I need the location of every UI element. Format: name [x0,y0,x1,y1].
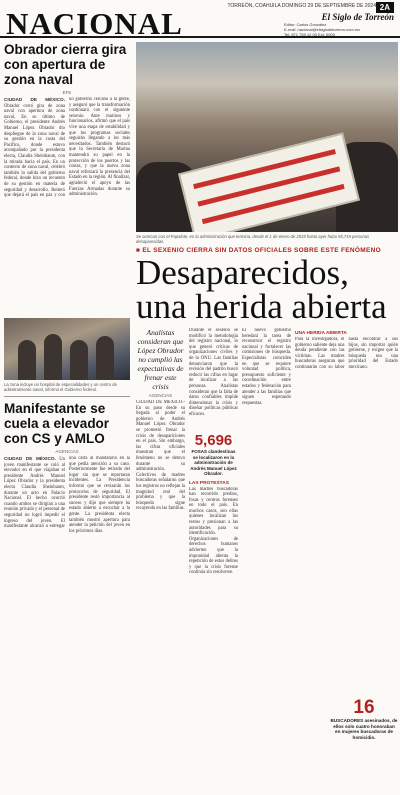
protest-banner [178,132,360,232]
page-number: 2A [376,2,394,13]
main-col-1: Analistas consideran que López Obrador no cumplió las expectativas de frenar este crisis AGENCIAS CIUDAD DE MÉXICO.- En su paso desde su llegada al poder el gobierno de Andrés Manuel López Obrador se prometió frenar la crisis de desapariciones en el país. Sin embargo, las cifras oficiales muestran que el fenómeno no se detuvo durante su administración. Colectivos de madres buscadoras señalaron que los registros no reflejan la magnitud real del problema y que la búsqueda sigue recayendo en las familias. [136,328,185,512]
section-title: NACIONAL [6,6,183,41]
fosas-stat: 5,696 FOSAS clandestinas se localizaron en la administración de Andrés Manuel López Obrador. [190,432,237,476]
main-col-2: Durante el sexenio se modificó la metodología del registro nacional, lo que generó críticas de organizaciones civiles y de la ONU. Las familias denunciaron que la revisión del padrón buscó reducir las cifras en lugar de localizar a las personas. Analistas consideran que la falta de datos confiables impide dimensionar la crisis y diseñar políticas públicas eficaces. 5,696 FOSAS clandestinas se localizaron en la administración de Andrés Manuel López Obrador. LAS PROTESTAS Las madres buscadoras han recorrido predios, fosas y centros forenses en todo el país. En muchos casos, son ellas quienes localizan los restos y presionan a las autoridades para su identificación. Organizaciones de derechos humanos advierten que la impunidad alienta la repetición de estos delitos y que la crisis forense continúa sin resolverse. [189,328,238,576]
dateline: TORREÓN, COAHUILA DOMINGO 29 DE SEPTIEMBRE DE 2024 [227,3,376,9]
left-column [4,42,130,792]
subhead-protestas: LAS PROTESTAS [189,480,229,486]
subhead-herida: UNA HERIDA ABIERTA [295,331,347,336]
photo-caption: La zona incluye un hospital de especialidades y un centro de adiestramiento naval, informó el Gobierno federal. [4,382,117,392]
pull-quote: Analistas consideran que López Obrador no cumplió las expectativas de frenar este crisis [137,328,184,391]
story-body-obrador: CIUDAD DE MÉXICO. Obrador cerró gira de zona naval con apertura de zona naval, En su último de Gobierno, el presidente Andrés Manuel López Obrador dio despliegue de la zona naval de su gestión en la costa del Pacífico, donde estuvo acompañado por la presidenta electa, Claudia Sheinbaum, con la mirada hacia el país. En un contexto de zona naval, celebró también la salida del gobierno federal, donde hizo un recuento de su gestión en materia de seguridad y desarrollo. Reiteró que dejará el país en paz y con un gobierno cercano a la gente, y aseguró que la transformación continuará con el siguiente sexenio. Ante marinos y funcionarios, afirmó que el país vive una etapa de estabilidad y que los programas sociales seguirán llegando a los más necesitados. También destacó que la Secretaría de Marina mantendrá su papel en la protección de los puertos y las costas, y que la nueva zona naval reforzará la presencia del Estado en la región. Al finalizar, agradeció el apoyo de las Fuerzas Armadas durante su administración. [4,97,130,199]
main-col-4: UNA HERIDA ABIERTA Para la investigadora, el gobierno saliente deja una deuda pendiente con las víctimas. Las madres buscadoras aseguran que continuarán con su labor hasta encontrar a sus hijos, sin importar quién gobierne, y exigen que la búsqueda sea una prioridad del Estado mexicano. [295,331,398,370]
main-photo [136,42,398,232]
main-headline: Desaparecidos, una herida abierta [136,253,387,326]
newspaper-logo: El Siglo de Torreón [321,12,394,22]
main-photo-caption: Se acercan con el Papalote, en la administración que termina, desde el 1 de enero de 2019 hasta ayer hubo 55,719 personas desaparecidas. [136,234,370,244]
divider [4,396,130,397]
buscadores-stat: 16 BUSCADORES asesinados, de ellos solo cuatro honoraban en mujeres buscadoras de homicidio. [330,697,398,740]
right-column [136,42,398,795]
naval-zone-photo [4,318,130,380]
story-headline-obrador: Obrador cierra gira con apertura de zona naval [4,42,127,87]
story-headline-elevador: Manifestante se cuela a elevador con CS y AMLO [4,401,110,446]
kicker: ■ EL SEXENIO CIERRA SIN DATOS OFICIALES SOBRE ESTE FENÓMENO [136,247,381,254]
editor-info: Editor: Carlos González E-mail: nacional@elsiglodetorreon.com.mx Tel: 871 759 12 00 Ext. 0000 [284,22,361,37]
story-agency: EFE [62,90,72,95]
main-story-grid [136,328,398,795]
masthead [0,0,400,41]
main-col-3: El nuevo gobierno heredará la tarea de reconstruir el registro nacional y fortalecer las comisiones de búsqueda. Especialistas coinciden en que se requiere voluntad política, presupuesto suficiente y coordinación entre estados y federación para atender a las familias que siguen esperando respuestas. [242,328,291,406]
story-body-elevador: CIUDAD DE MÉXICO. Un joven manifestante se coló al elevador en el que viajaban el presidente Andrés Manuel López Obrador y la presidenta electa Claudia Sheinbaum, durante un acto en Palacio Nacional. El hecho ocurrió cuando ambos se dirigían a una reunión privada y el personal de seguridad no logró impedir el ingreso del joven. El manifestante alcanzó a entregar una carta al mandatario en la que pedía atención a su caso. Posteriormente fue retirado del lugar sin que se reportaran incidentes. La Presidencia informó que se revisarán los protocolos de seguridad. El presidente restó importancia al suceso y dijo que siempre ha estado abierto a escuchar a la gente. La presidenta electa también mostró apertura para atender la petición del joven en los próximos días. [4,456,130,534]
story-agency: AGENCIAS [55,449,79,454]
